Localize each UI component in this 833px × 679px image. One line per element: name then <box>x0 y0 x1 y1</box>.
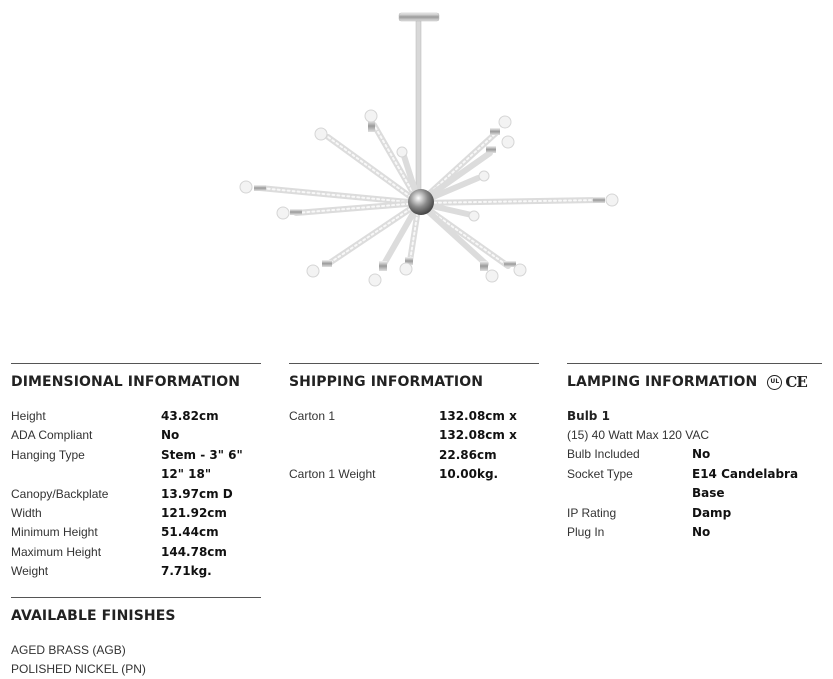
spec-label: Hanging Type <box>11 447 85 462</box>
section-divider <box>11 597 261 598</box>
shipping-title: SHIPPING INFORMATION <box>289 374 484 390</box>
spec-row <box>289 407 539 465</box>
spec-value: 43.82cm <box>161 409 219 423</box>
spec-value: No <box>692 525 711 540</box>
spec-row <box>11 407 261 426</box>
spec-value: E14 Candelabra Base <box>692 466 799 501</box>
spec-value: No <box>161 428 180 443</box>
spec-value: 13.97cm D <box>161 486 233 501</box>
finishes-list <box>11 641 261 679</box>
lamping-title-row <box>567 371 822 393</box>
shipping-rows <box>289 407 539 485</box>
carton-dimension-line: 132.08cm x <box>439 428 517 443</box>
spec-label: Canopy/Backplate <box>11 486 109 501</box>
dimensional-title: DIMENSIONAL INFORMATION <box>11 374 241 390</box>
spec-row <box>567 504 822 523</box>
dimensional-column <box>11 363 261 679</box>
finishes-title: AVAILABLE FINISHES <box>11 607 176 624</box>
certification-marks <box>767 372 806 392</box>
chandelier-arm <box>419 194 618 206</box>
lamping-rows <box>567 445 822 542</box>
spec-label: Maximum Height <box>11 544 102 559</box>
spec-value: Damp <box>692 505 732 520</box>
spec-label: Weight <box>11 564 49 579</box>
spec-label: IP Rating <box>567 505 617 520</box>
chandelier-product-image <box>228 6 628 306</box>
ce-mark-icon: CE <box>785 373 807 391</box>
spec-value: Stem - 3" 6" 12" 18" <box>161 447 243 482</box>
spec-label: ADA Compliant <box>11 428 93 443</box>
lamping-column <box>567 363 822 542</box>
chandelier-arm <box>419 136 514 203</box>
spec-row <box>11 485 261 504</box>
finish-item: AGED BRASS (AGB) <box>11 642 126 657</box>
spec-value: 51.44cm <box>161 525 219 540</box>
bulb-description: (15) 40 Watt Max 120 VAC <box>567 428 710 442</box>
spec-row <box>11 543 261 562</box>
spec-row <box>11 562 261 581</box>
spec-row <box>567 445 822 464</box>
spec-label: Carton 1 <box>289 409 336 423</box>
ul-listed-icon: UL <box>767 375 782 390</box>
spec-row <box>11 504 261 523</box>
spec-value: 121.92cm <box>161 506 227 521</box>
lamping-title: LAMPING INFORMATION <box>567 374 758 390</box>
spec-label: Plug In <box>567 525 605 540</box>
spec-row <box>567 465 822 504</box>
spec-value <box>439 407 517 465</box>
spec-row <box>567 523 822 542</box>
spec-row <box>289 465 539 484</box>
spec-label: Carton 1 Weight <box>289 467 376 482</box>
section-divider <box>567 363 822 364</box>
spec-row <box>11 523 261 542</box>
spec-row <box>11 446 261 485</box>
spec-label: Bulb Included <box>567 447 640 462</box>
section-divider <box>11 363 261 364</box>
dimensional-rows <box>11 407 261 582</box>
finish-item: POLISHED NICKEL (PN) <box>11 662 146 677</box>
spec-value: 144.78cm <box>161 544 227 559</box>
carton-dimension-line: 132.08cm x <box>439 409 517 423</box>
spec-row <box>11 426 261 445</box>
spec-label: Width <box>11 506 42 521</box>
chandelier-arm <box>365 110 419 203</box>
spec-label: Height <box>11 409 46 423</box>
shipping-column <box>289 363 539 485</box>
spec-value: 10.00kg. <box>439 467 499 482</box>
bulb-heading: Bulb 1 <box>567 409 610 423</box>
spec-label: Minimum Height <box>11 525 98 540</box>
spec-value: No <box>692 447 711 462</box>
spec-label: Socket Type <box>567 466 633 481</box>
section-divider <box>289 363 539 364</box>
spec-value: 7.71kg. <box>161 564 212 579</box>
carton-dimension-line: 22.86cm <box>439 447 497 462</box>
